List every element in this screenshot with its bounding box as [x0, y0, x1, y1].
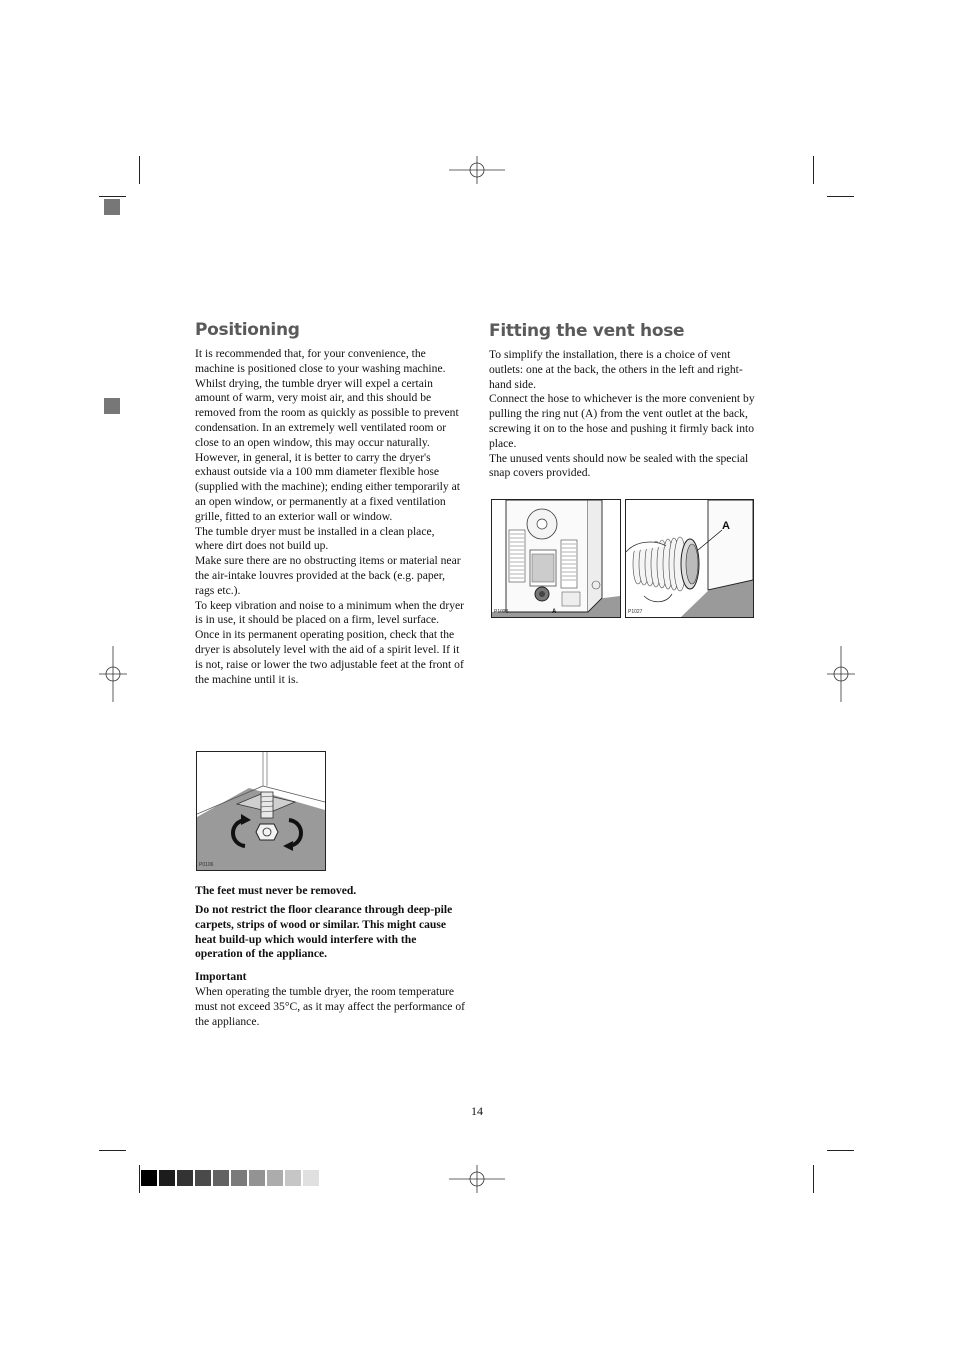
dryer-back-illustration — [492, 500, 620, 617]
ring-nut-label: A — [722, 520, 730, 532]
grayscale-swatch — [249, 1170, 265, 1186]
figure-code: P0106 — [199, 862, 214, 868]
grayscale-swatch — [285, 1170, 301, 1186]
registration-target-icon — [449, 156, 505, 184]
registration-target-icon — [99, 646, 127, 702]
registration-target-icon — [827, 646, 855, 702]
vent-hose-heading: Fitting the vent hose — [489, 321, 685, 341]
floor-clearance-warning: Do not restrict the floor clearance through deep-pile carpets, strips of wood or similar. This might cause heat build-up which would interfere with the operation of the appliance. — [195, 903, 453, 961]
paragraph: Make sure there are no obstructing items or material near the air-intake louvres provided at the back (e.g. paper, rags etc.). — [195, 554, 461, 597]
positioning-heading: Positioning — [195, 320, 300, 340]
hose-connection-illustration — [626, 500, 753, 617]
feet-warning: The feet must never be removed. — [195, 884, 357, 897]
grayscale-swatch — [267, 1170, 283, 1186]
paragraph: Whilst drying, the tumble dryer will expel a certain amount of warm, very moist air, and this should be removed from the room as quickly as possible to prevent condensation. In an extremely well ventilated room or close to an open window, this may occur naturally. — [195, 376, 459, 449]
grayscale-swatch — [177, 1170, 193, 1186]
figure-code: P1028 — [494, 609, 509, 615]
margin-marker-square — [104, 199, 120, 215]
vent-hose-body — [489, 348, 755, 481]
paragraph: It is recommended that, for your convenience, the machine is positioned close to your washing machine. — [195, 347, 446, 375]
dryer-back-figure — [491, 499, 621, 618]
adjustable-foot-figure — [196, 751, 326, 871]
paragraph: The unused vents should now be sealed with the special snap covers provided. — [489, 451, 749, 480]
grayscale-swatch — [141, 1170, 157, 1186]
paragraph: The tumble dryer must be installed in a clean place, where dirt does not build up. — [195, 524, 435, 553]
hose-connection-figure — [625, 499, 754, 618]
ring-nut-label: A — [552, 609, 557, 615]
positioning-body — [195, 347, 465, 687]
margin-marker-square — [104, 398, 120, 414]
grayscale-swatch — [159, 1170, 175, 1186]
paragraph: Connect the hose to whichever is the more convenient by pulling the ring nut (A) from the vent outlet at the back, screwing it on to the hose and pushing it firmly back into place. — [489, 392, 755, 450]
grayscale-swatch — [303, 1170, 319, 1186]
paragraph: To simplify the installation, there is a choice of vent outlets: one at the back, the others in the left and right-hand side. — [489, 348, 743, 391]
important-label: Important — [195, 970, 247, 983]
registration-target-icon — [449, 1165, 505, 1193]
figure-code: P1027 — [628, 609, 643, 615]
grayscale-swatch — [231, 1170, 247, 1186]
grayscale-swatch — [195, 1170, 211, 1186]
important-text: When operating the tumble dryer, the room temperature must not exceed 35°C, as it may affect the performance of the appliance. — [195, 985, 466, 1028]
paragraph: To keep vibration and noise to a minimum when the dryer is in use, it should be placed on a firm, level surface. — [195, 598, 464, 627]
grayscale-swatch — [213, 1170, 229, 1186]
paragraph: Once in its permanent operating position, check that the dryer is absolutely level with the aid of a spirit level. If it is not, raise or lower the two adjustable feet at the front of the machine until it is. — [195, 628, 464, 686]
adjustable-foot-illustration — [197, 752, 325, 870]
paragraph: However, in general, it is better to carry the dryer's exhaust outside via a 100 mm diameter flexible hose (supplied with the machine); ending either temporarily at an open window, or permanently at a fixed ventilation grille, fitted to an exterior wall or window. — [195, 450, 460, 523]
page-number: 14 — [471, 1104, 483, 1118]
